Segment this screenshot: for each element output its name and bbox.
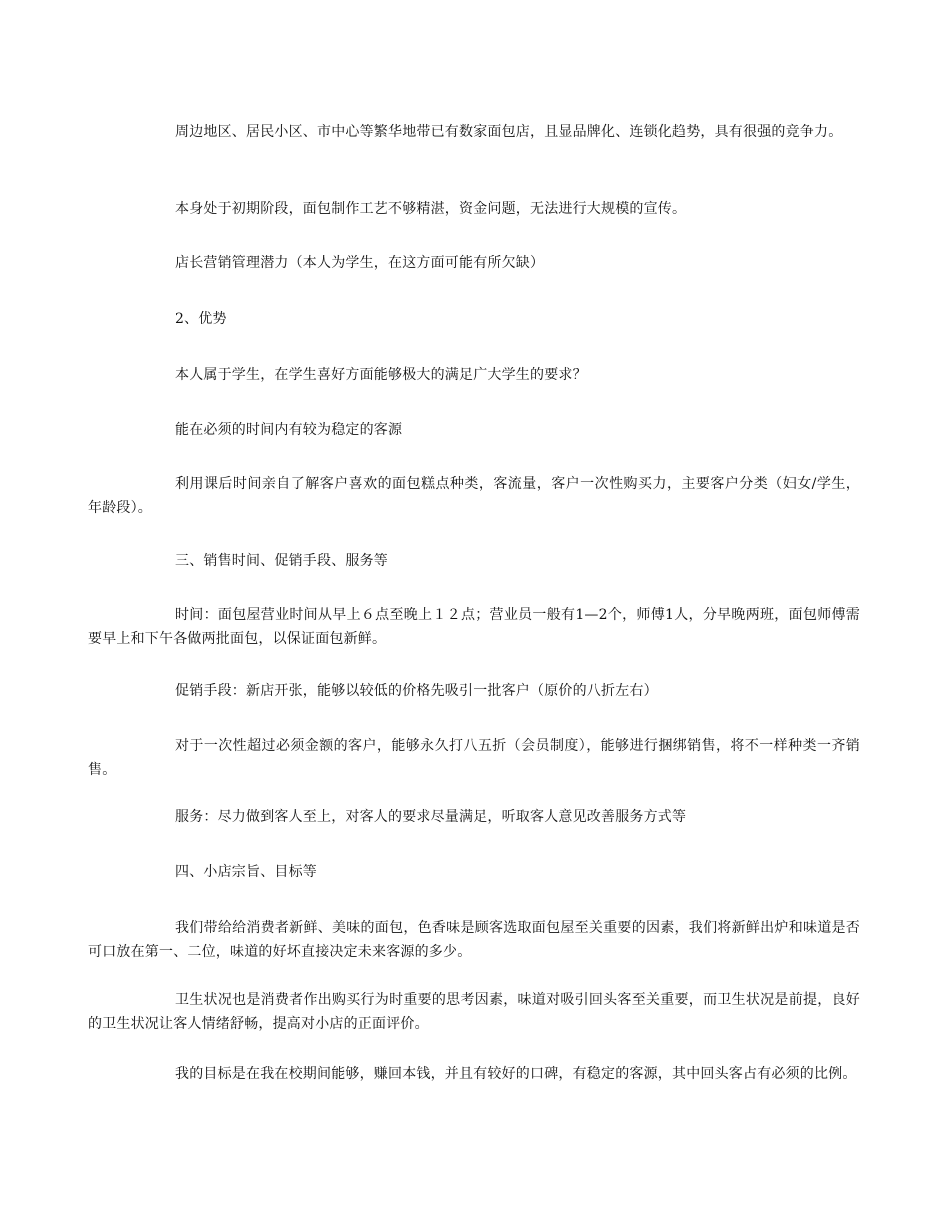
paragraph-student-preference: 本人属于学生，在学生喜好方面能够极大的满足广大学生的要求？	[175, 367, 587, 383]
paragraph-hygiene: 卫生状况也是消费者作出购买行为时重要的思考因素，味道对吸引回头客至关重要，而卫生状况是前提，良好的卫生状况让客人情绪舒畅，提高对小店的正面评价。	[88, 992, 860, 1032]
paragraph-stable-customers: 能在必须的时间内有较为稳定的客源	[175, 422, 403, 438]
heading-sales-section: 三、销售时间、促销手段、服务等	[175, 553, 388, 569]
paragraph-customer-research: 利用课后时间亲自了解客户喜欢的面包糕点种类，客流量，客户一次性购买力，主要客户分类（妇女/学生，年龄段）。	[88, 476, 860, 516]
heading-shop-goals: 四、小店宗旨、目标等	[175, 864, 317, 880]
paragraph-competition: 周边地区、居民小区、市中心等繁华地带已有数家面包店，且显品牌化、连锁化趋势，具有很强的竞争力。	[175, 124, 843, 140]
paragraph-membership: 对于一次性超过必须金额的客户，能够永久打八五折（会员制度），能够进行捆绑销售，将不一样种类一齐销售。	[88, 738, 860, 778]
paragraph-service: 服务：尽力做到客人至上，对客人的要求尽量满足，听取客人意见改善服务方式等	[175, 809, 687, 825]
paragraph-management: 店长营销管理潜力（本人为学生，在这方面可能有所欠缺）	[175, 255, 545, 271]
paragraph-early-stage: 本身处于初期阶段，面包制作工艺不够精湛，资金问题，无法进行大规模的宣传。	[175, 201, 687, 217]
paragraph-promotion: 促销手段：新店开张，能够以较低的价格先吸引一批客户（原价的八折左右）	[175, 683, 658, 699]
paragraph-freshness: 我们带给给消费者新鲜、美味的面包，色香味是顾客选取面包屋至关重要的因素，我们将新鲜出炉和味道是否可口放在第一、二位，味道的好坏直接决定未来客源的多少。	[88, 920, 860, 960]
heading-advantages: 2、优势	[175, 311, 227, 327]
paragraph-business-hours: 时间：面包屋营业时间从早上６点至晚上１２点；营业员一般有1—2个，师傅1人，分早晚两班，面包师傅需要早上和下午各做两批面包，以保证面包新鲜。	[88, 607, 860, 647]
paragraph-goal: 我的目标是在我在校期间能够，赚回本钱，并且有较好的口碑，有稳定的客源，其中回头客占有必须的比例。	[175, 1066, 857, 1082]
